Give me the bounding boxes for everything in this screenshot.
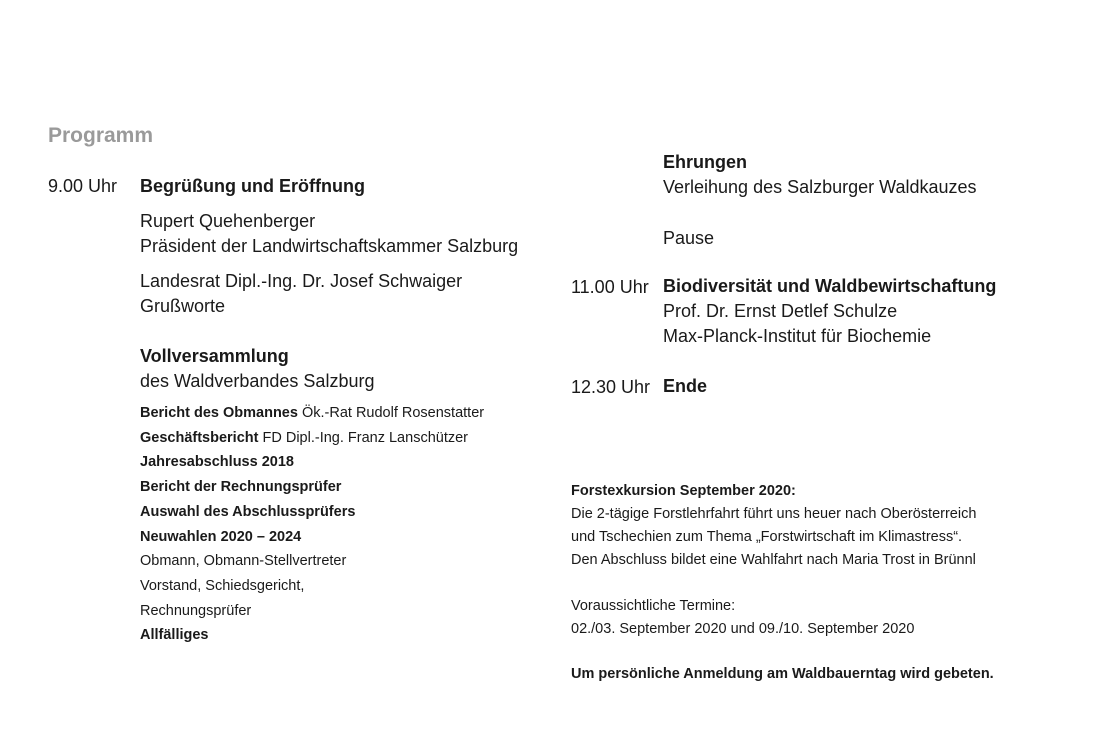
speaker-institute: Max-Planck-Institut für Biochemie xyxy=(663,326,932,346)
speaker-name: Rupert Quehenberger xyxy=(140,211,316,231)
honors-text: Verleihung des Salzburger Waldkauzes xyxy=(663,177,977,197)
agenda-item: Rechnungsprüfer xyxy=(140,602,252,619)
agenda-item: Bericht des Obmannes Ök.-Rat Rudolf Rosenstatter xyxy=(140,405,485,421)
registration-note: Um persönliche Anmeldung am Waldbauerntag wird gebeten. xyxy=(571,666,994,682)
agenda-item: Vorstand, Schiedsgericht, xyxy=(140,577,305,594)
time-9-00: 9.00 Uhr xyxy=(48,176,118,196)
assembly-title: Vollversammlung xyxy=(140,346,289,366)
speaker-block-2 xyxy=(140,269,462,319)
excursion-block xyxy=(571,480,976,572)
speaker-name: Prof. Dr. Ernst Detlef Schulze xyxy=(663,301,898,321)
time-11-00: 11.00 Uhr xyxy=(571,277,649,297)
dates-label: Voraussichtliche Termine: xyxy=(571,598,736,614)
excursion-line: Den Abschluss bildet eine Wahlfahrt nach Maria Trost in Brünnl xyxy=(571,552,976,568)
speaker-block-1 xyxy=(140,209,518,259)
page-title: Programm xyxy=(48,124,154,147)
session-title-end: Ende xyxy=(663,376,708,396)
agenda-item: Auswahl des Abschlussprüfers xyxy=(140,503,356,520)
excursion-line: Die 2-tägige Forstlehrfahrt führt uns heuer nach Oberösterreich xyxy=(571,506,977,522)
agenda-item: Jahresabschluss 2018 xyxy=(140,454,294,471)
agenda-item: Geschäftsbericht FD Dipl.-Ing. Franz Lanschützer xyxy=(140,429,468,446)
assembly-subtitle: des Waldverbandes Salzburg xyxy=(140,371,375,391)
honors-title: Ehrungen xyxy=(663,152,747,172)
biodiversity-block xyxy=(663,274,996,349)
agenda-item: Allfälliges xyxy=(140,627,209,644)
agenda-list xyxy=(140,401,484,648)
agenda-item: Neuwahlen 2020 – 2024 xyxy=(140,528,302,545)
agenda-item: Obmann, Obmann-Stellvertreter xyxy=(140,553,347,570)
excursion-title: Forstexkursion September 2020: xyxy=(571,483,796,499)
assembly-block xyxy=(140,344,374,394)
speaker-role: Grußworte xyxy=(140,296,226,316)
speaker-role: Präsident der Landwirtschaftskammer Salzburg xyxy=(140,236,519,256)
agenda-item: Bericht der Rechnungsprüfer xyxy=(140,479,342,496)
dates-block xyxy=(571,595,914,641)
session-title-welcome: Begrüßung und Eröffnung xyxy=(140,176,365,196)
excursion-line: und Tschechien zum Thema „Forstwirtschaft im Klimastress“. xyxy=(571,529,963,545)
speaker-name: Landesrat Dipl.-Ing. Dr. Josef Schwaiger xyxy=(140,271,463,291)
dates-value: 02./03. September 2020 und 09./10. September 2020 xyxy=(571,621,915,637)
session-title-biodiversity: Biodiversität und Waldbewirtschaftung xyxy=(663,276,997,296)
honors-block xyxy=(663,150,977,200)
time-12-30: 12.30 Uhr xyxy=(571,377,651,397)
pause-label: Pause xyxy=(663,228,715,248)
